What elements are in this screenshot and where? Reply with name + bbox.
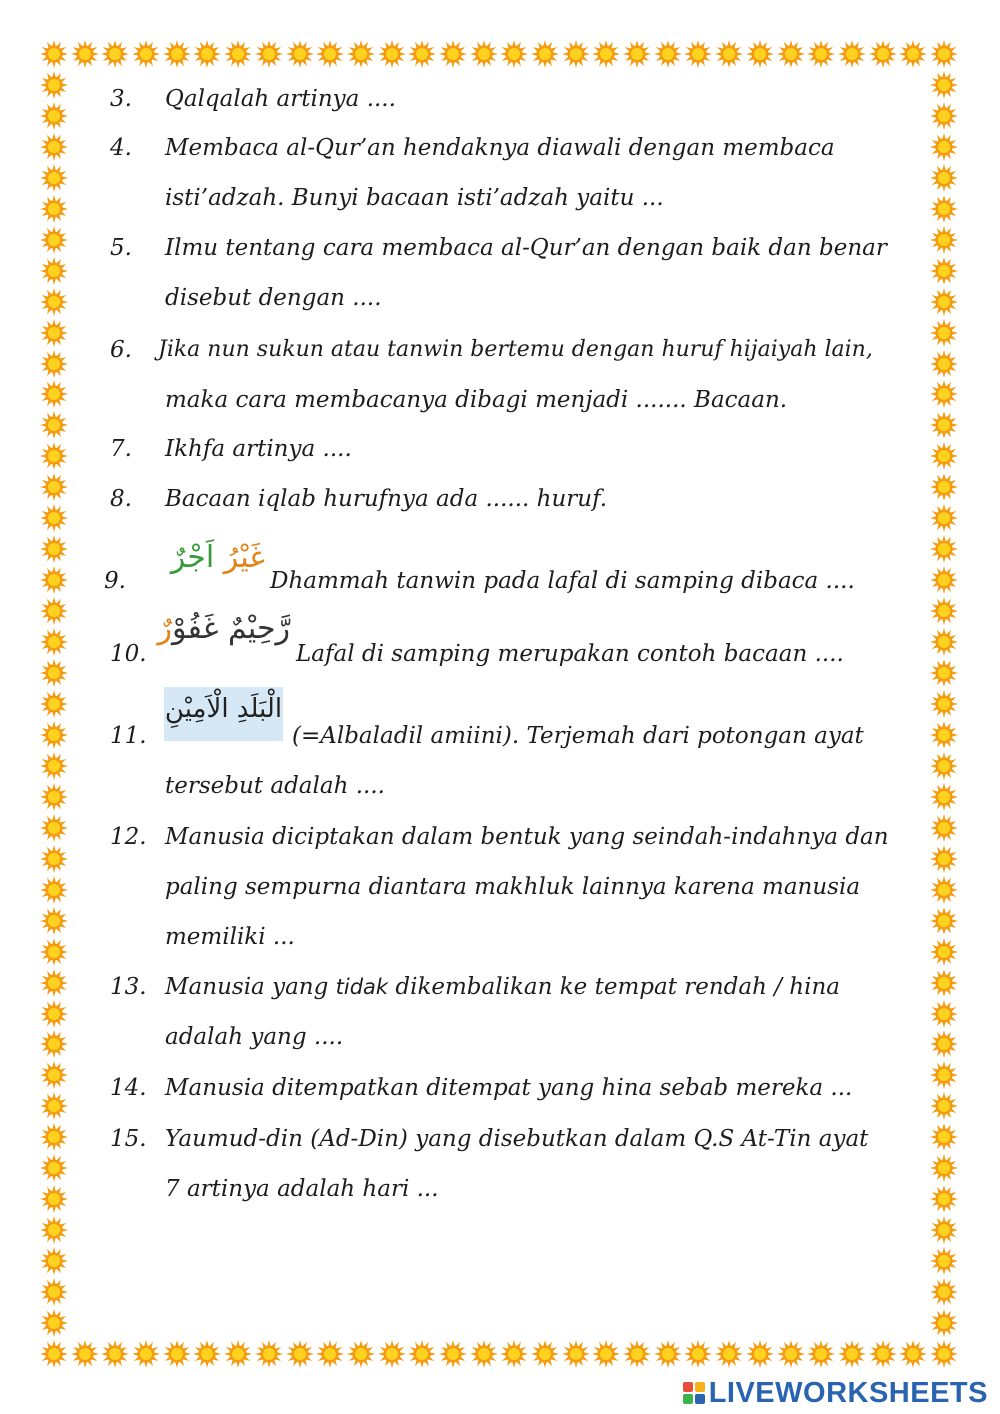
liveworksheets-logo[interactable]: [683, 1376, 988, 1410]
sun-icon: [930, 814, 958, 842]
question-number: 14.: [110, 1075, 147, 1101]
sun-icon: [930, 350, 958, 378]
question-text: 7 artinya adalah hari ...: [165, 1176, 439, 1202]
sun-icon: [930, 504, 958, 532]
sun-icon: [40, 164, 68, 192]
sun-icon: [40, 628, 68, 656]
sun-icon: [255, 40, 283, 68]
sun-icon: [684, 40, 712, 68]
sun-icon: [930, 380, 958, 408]
arabic-word-ghafur: غَفُوْرٌ: [157, 611, 219, 646]
sun-icon: [531, 1340, 559, 1368]
sun-icon: [316, 40, 344, 68]
sun-icon: [40, 1247, 68, 1275]
sun-icon: [807, 40, 835, 68]
sun-icon: [40, 814, 68, 842]
sun-icon: [500, 1340, 528, 1368]
sun-icon: [40, 1000, 68, 1028]
sun-icon: [930, 566, 958, 594]
sun-icon: [40, 40, 68, 68]
question-text: Ikhfa artinya ....: [165, 436, 352, 462]
emphasis-word: tidak: [335, 975, 389, 999]
question-number: 11.: [110, 723, 147, 749]
sun-icon: [439, 1340, 467, 1368]
sun-icon: [40, 783, 68, 811]
sun-icon: [470, 1340, 498, 1368]
sun-icon: [930, 1092, 958, 1120]
sun-icon: [930, 40, 958, 68]
sun-icon: [40, 1216, 68, 1244]
sun-icon: [40, 969, 68, 997]
sun-icon: [623, 1340, 651, 1368]
question-text: [165, 972, 840, 1002]
sun-icon: [715, 40, 743, 68]
sun-icon: [71, 40, 99, 68]
sun-icon: [623, 40, 651, 68]
sun-icon: [746, 40, 774, 68]
sun-icon: [592, 1340, 620, 1368]
sun-icon: [930, 597, 958, 625]
sun-icon: [930, 659, 958, 687]
liveworksheets-logo-icon: [683, 1382, 705, 1404]
sun-icon: [132, 1340, 160, 1368]
question-text: disebut dengan ....: [165, 285, 382, 311]
sun-icon: [132, 40, 160, 68]
question-number: 13.: [110, 974, 147, 1000]
sun-icon: [930, 1278, 958, 1306]
sun-icon: [838, 40, 866, 68]
sun-icon: [101, 40, 129, 68]
sun-icon: [40, 907, 68, 935]
sun-icon: [684, 1340, 712, 1368]
sun-icon: [40, 195, 68, 223]
sun-icon: [40, 1092, 68, 1120]
sun-icon: [286, 40, 314, 68]
sun-icon: [224, 1340, 252, 1368]
sun-icon: [71, 1340, 99, 1368]
sun-icon: [930, 690, 958, 718]
question-number: 7.: [110, 436, 132, 462]
sun-icon: [930, 969, 958, 997]
sun-icon: [40, 597, 68, 625]
sun-icon: [347, 1340, 375, 1368]
sun-icon: [40, 566, 68, 594]
question-text: paling sempurna diantara makhluk lainnya karena manusia: [165, 874, 861, 900]
question-text: Dhammah tanwin pada lafal di samping dibaca ....: [270, 568, 855, 594]
sun-icon: [562, 1340, 590, 1368]
sun-icon: [40, 876, 68, 904]
question-number: 5.: [110, 235, 132, 261]
sun-icon: [930, 1154, 958, 1182]
sun-icon: [408, 40, 436, 68]
question-text: tersebut adalah ....: [165, 773, 385, 799]
sun-icon: [40, 102, 68, 130]
sun-icon: [930, 1340, 958, 1368]
sun-icon: [101, 1340, 129, 1368]
sun-icon: [930, 845, 958, 873]
sun-icon: [777, 40, 805, 68]
sun-icon: [40, 1340, 68, 1368]
sun-icon: [378, 40, 406, 68]
sun-icon: [930, 1185, 958, 1213]
question-number: 15.: [110, 1126, 147, 1152]
sun-icon: [592, 40, 620, 68]
question-text: (=Albaladil amiini). Terjemah dari potongan ayat: [292, 723, 864, 749]
sun-icon: [163, 1340, 191, 1368]
question-text: maka cara membacanya dibagi menjadi ....... Bacaan.: [165, 387, 788, 413]
sun-icon: [838, 1340, 866, 1368]
sun-icon: [255, 1340, 283, 1368]
sun-icon: [378, 1340, 406, 1368]
sun-icon: [777, 1340, 805, 1368]
sun-icon: [930, 1000, 958, 1028]
sun-icon: [347, 40, 375, 68]
arabic-word-ghairu: غَيْرُ: [223, 540, 265, 575]
sun-icon: [40, 1061, 68, 1089]
question-number: 6.: [110, 337, 132, 363]
question-text: Manusia ditempatkan ditempat yang hina sebab mereka ...: [165, 1075, 853, 1101]
sun-icon: [930, 1061, 958, 1089]
sun-icon: [930, 938, 958, 966]
sun-icon: [715, 1340, 743, 1368]
sun-icon: [40, 133, 68, 161]
question-text: Qalqalah artinya ....: [165, 86, 396, 112]
sun-icon: [562, 40, 590, 68]
sun-icon: [193, 1340, 221, 1368]
question-text-part: dikembalikan ke tempat rendah / hina: [388, 974, 840, 1000]
sun-icon: [930, 783, 958, 811]
arabic-word-ajrun: اَجْرٌ: [170, 540, 215, 575]
sun-icon: [224, 40, 252, 68]
sun-icon: [654, 40, 682, 68]
brand-name: LIVEWORKSHEETS: [708, 1376, 988, 1409]
sun-icon: [930, 628, 958, 656]
sun-icon: [930, 257, 958, 285]
sun-icon: [930, 1309, 958, 1337]
question-number: 9.: [104, 568, 126, 594]
question-text: Membaca al-Qur’an hendaknya diawali dengan membaca: [165, 135, 835, 161]
question-text: Manusia diciptakan dalam bentuk yang seindah-indahnya dan: [165, 824, 889, 850]
sun-icon: [40, 350, 68, 378]
sun-icon: [40, 1123, 68, 1151]
sun-icon: [40, 1185, 68, 1213]
sun-icon: [930, 535, 958, 563]
sun-icon: [40, 504, 68, 532]
sun-icon: [531, 40, 559, 68]
sun-icon: [930, 102, 958, 130]
sun-icon: [930, 164, 958, 192]
question-number: 3.: [110, 86, 132, 112]
question-text: Ilmu tentang cara membaca al-Qur’an dengan baik dan benar: [165, 235, 887, 261]
sun-icon: [500, 40, 528, 68]
sun-icon: [930, 442, 958, 470]
sun-icon: [408, 1340, 436, 1368]
sun-icon: [40, 721, 68, 749]
question-text: Bacaan iqlab hurufnya ada ...... huruf.: [165, 486, 608, 512]
sun-icon: [439, 40, 467, 68]
sun-icon: [286, 1340, 314, 1368]
sun-icon: [40, 71, 68, 99]
sun-icon: [40, 752, 68, 780]
sun-icon: [654, 1340, 682, 1368]
sun-icon: [40, 1278, 68, 1306]
sun-icon: [930, 319, 958, 347]
sun-icon: [930, 133, 958, 161]
question-number: 10.: [110, 641, 147, 667]
question-number: 12.: [110, 824, 147, 850]
question-number: 4.: [110, 135, 132, 161]
question-text-part: Manusia yang: [165, 974, 336, 1000]
sun-icon: [40, 442, 68, 470]
sun-icon: [930, 1030, 958, 1058]
sun-icon: [807, 1340, 835, 1368]
sun-icon: [869, 40, 897, 68]
sun-icon: [930, 71, 958, 99]
question-text: memiliki ...: [165, 924, 295, 950]
sun-icon: [930, 907, 958, 935]
sun-icon: [930, 752, 958, 780]
sun-icon: [40, 473, 68, 501]
sun-icon: [40, 1030, 68, 1058]
sun-icon: [930, 226, 958, 254]
sun-icon: [40, 938, 68, 966]
arabic-phrase-ajrun-ghairu: [165, 538, 265, 578]
sun-icon: [746, 1340, 774, 1368]
sun-icon: [40, 411, 68, 439]
sun-icon: [40, 1154, 68, 1182]
sun-icon: [163, 40, 191, 68]
sun-icon: [930, 876, 958, 904]
sun-icon: [40, 257, 68, 285]
sun-icon: [930, 1216, 958, 1244]
question-text: Jika nun sukun atau tanwin bertemu dengan huruf hijaiyah lain,: [158, 337, 873, 362]
sun-icon: [930, 1247, 958, 1275]
question-text: Yaumud-din (Ad-Din) yang disebutkan dalam Q.S At-Tin ayat: [165, 1126, 869, 1152]
sun-icon: [40, 319, 68, 347]
question-text: isti’adzah. Bunyi bacaan isti’adzah yaitu ...: [165, 185, 664, 211]
sun-icon: [930, 288, 958, 316]
sun-icon: [193, 40, 221, 68]
question-number: 8.: [110, 486, 132, 512]
sun-icon: [899, 1340, 927, 1368]
sun-icon: [316, 1340, 344, 1368]
sun-icon: [40, 226, 68, 254]
sun-icon: [930, 473, 958, 501]
arabic-word-rahim: رَّحِيْمٌ: [227, 611, 290, 646]
sun-icon: [40, 380, 68, 408]
sun-icon: [40, 288, 68, 316]
question-text: adalah yang ....: [165, 1024, 344, 1050]
sun-icon: [930, 1123, 958, 1151]
arabic-phrase-albaladil-amin: الْبَلَدِ الْاَمِيْنِ: [164, 687, 283, 741]
sun-icon: [930, 195, 958, 223]
sun-icon: [470, 40, 498, 68]
sun-icon: [899, 40, 927, 68]
sun-icon: [40, 659, 68, 687]
sun-icon: [40, 1309, 68, 1337]
sun-icon: [930, 721, 958, 749]
sun-icon: [869, 1340, 897, 1368]
question-text: Lafal di samping merupakan contoh bacaan ....: [296, 641, 844, 667]
sun-icon: [930, 411, 958, 439]
arabic-phrase-ghafurur-rahim: [157, 609, 290, 649]
sun-icon: [40, 845, 68, 873]
sun-icon: [40, 535, 68, 563]
sun-icon: [40, 690, 68, 718]
